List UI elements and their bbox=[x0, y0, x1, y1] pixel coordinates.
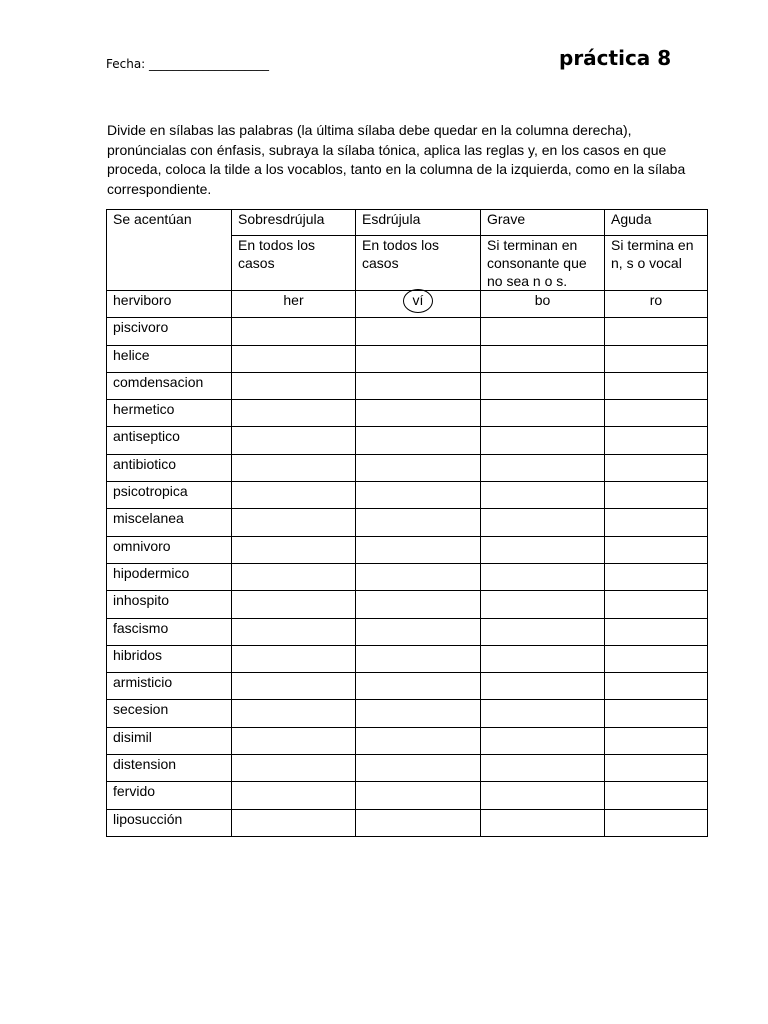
header-cell-se-acentuan: Se acentúan bbox=[107, 210, 232, 291]
blank-cell-esdrujula[interactable] bbox=[356, 536, 481, 563]
blank-cell-aguda[interactable] bbox=[605, 536, 708, 563]
blank-cell-sobresdrujula[interactable] bbox=[232, 591, 356, 618]
blank-cell-aguda[interactable] bbox=[605, 372, 708, 399]
blank-cell-grave[interactable] bbox=[481, 372, 605, 399]
blank-cell-esdrujula[interactable] bbox=[356, 482, 481, 509]
blank-cell-esdrujula[interactable] bbox=[356, 372, 481, 399]
blank-cell-sobresdrujula[interactable] bbox=[232, 618, 356, 645]
word-cell: armisticio bbox=[107, 673, 232, 700]
table-row bbox=[107, 809, 708, 836]
table-row bbox=[107, 700, 708, 727]
word-cell: inhospito bbox=[107, 591, 232, 618]
blank-cell-sobresdrujula[interactable] bbox=[232, 509, 356, 536]
example-syllable-aguda: ro bbox=[605, 291, 708, 318]
blank-cell-grave[interactable] bbox=[481, 809, 605, 836]
blank-cell-sobresdrujula[interactable] bbox=[232, 809, 356, 836]
blank-cell-grave[interactable] bbox=[481, 782, 605, 809]
blank-cell-aguda[interactable] bbox=[605, 563, 708, 590]
header-cell-aguda: Aguda bbox=[605, 210, 708, 236]
blank-cell-esdrujula[interactable] bbox=[356, 400, 481, 427]
header-cell-grave: Grave bbox=[481, 210, 605, 236]
word-cell: antiseptico bbox=[107, 427, 232, 454]
word-cell: hibridos bbox=[107, 645, 232, 672]
date-field-label: Fecha: ____________________ bbox=[106, 57, 270, 71]
blank-cell-aguda[interactable] bbox=[605, 427, 708, 454]
example-syllable-esdrujula bbox=[356, 291, 481, 318]
table-row bbox=[107, 318, 708, 345]
blank-cell-grave[interactable] bbox=[481, 563, 605, 590]
blank-cell-sobresdrujula[interactable] bbox=[232, 563, 356, 590]
blank-cell-aguda[interactable] bbox=[605, 618, 708, 645]
blank-cell-esdrujula[interactable] bbox=[356, 427, 481, 454]
blank-cell-esdrujula[interactable] bbox=[356, 782, 481, 809]
blank-cell-sobresdrujula[interactable] bbox=[232, 427, 356, 454]
rule-cell-aguda: Si termina en n, s o vocal bbox=[605, 236, 708, 291]
word-cell: antibiotico bbox=[107, 454, 232, 481]
table-row bbox=[107, 563, 708, 590]
table-row bbox=[107, 782, 708, 809]
word-cell: omnivoro bbox=[107, 536, 232, 563]
example-syllable-sobresdrujula: her bbox=[232, 291, 356, 318]
blank-cell-aguda[interactable] bbox=[605, 482, 708, 509]
blank-cell-aguda[interactable] bbox=[605, 755, 708, 782]
word-cell: piscivoro bbox=[107, 318, 232, 345]
blank-cell-esdrujula[interactable] bbox=[356, 318, 481, 345]
blank-cell-aguda[interactable] bbox=[605, 400, 708, 427]
word-cell: liposucción bbox=[107, 809, 232, 836]
example-syllable-grave: bo bbox=[481, 291, 605, 318]
blank-cell-grave[interactable] bbox=[481, 345, 605, 372]
table-row bbox=[107, 536, 708, 563]
blank-cell-esdrujula[interactable] bbox=[356, 755, 481, 782]
table-row bbox=[107, 645, 708, 672]
word-cell: psicotropica bbox=[107, 482, 232, 509]
word-cell: distension bbox=[107, 755, 232, 782]
blank-cell-aguda[interactable] bbox=[605, 645, 708, 672]
blank-cell-grave[interactable] bbox=[481, 591, 605, 618]
word-cell: disimil bbox=[107, 727, 232, 754]
blank-cell-esdrujula[interactable] bbox=[356, 345, 481, 372]
blank-cell-grave[interactable] bbox=[481, 700, 605, 727]
blank-cell-esdrujula[interactable] bbox=[356, 645, 481, 672]
header-row bbox=[107, 210, 708, 236]
table-row bbox=[107, 482, 708, 509]
blank-cell-grave[interactable] bbox=[481, 755, 605, 782]
word-cell: secesion bbox=[107, 700, 232, 727]
blank-cell-esdrujula[interactable] bbox=[356, 809, 481, 836]
blank-cell-esdrujula[interactable] bbox=[356, 509, 481, 536]
blank-cell-sobresdrujula[interactable] bbox=[232, 645, 356, 672]
blank-cell-esdrujula[interactable] bbox=[356, 618, 481, 645]
blank-cell-grave[interactable] bbox=[481, 673, 605, 700]
table-row bbox=[107, 727, 708, 754]
word-cell: helice bbox=[107, 345, 232, 372]
header-cell-esdrujula: Esdrújula bbox=[356, 210, 481, 236]
blank-cell-esdrujula[interactable] bbox=[356, 673, 481, 700]
blank-cell-sobresdrujula[interactable] bbox=[232, 400, 356, 427]
rule-cell-grave: Si terminan en consonante que no sea n o s. bbox=[481, 236, 605, 291]
blank-cell-aguda[interactable] bbox=[605, 673, 708, 700]
blank-cell-aguda[interactable] bbox=[605, 318, 708, 345]
blank-cell-sobresdrujula[interactable] bbox=[232, 372, 356, 399]
blank-cell-sobresdrujula[interactable] bbox=[232, 318, 356, 345]
example-syllable-esdrujula-text: ví bbox=[412, 292, 424, 308]
blank-cell-sobresdrujula[interactable] bbox=[232, 454, 356, 481]
header-cell-sobresdrujula: Sobresdrújula bbox=[232, 210, 356, 236]
blank-cell-sobresdrujula[interactable] bbox=[232, 482, 356, 509]
table-row bbox=[107, 372, 708, 399]
table-row bbox=[107, 400, 708, 427]
blank-cell-aguda[interactable] bbox=[605, 809, 708, 836]
blank-cell-sobresdrujula[interactable] bbox=[232, 345, 356, 372]
blank-cell-aguda[interactable] bbox=[605, 727, 708, 754]
instructions-paragraph: Divide en sílabas las palabras (la última sílaba debe quedar en la columna derecha), pronúncialas con énfasis, subraya la sílaba tónica, aplica las reglas y, en los casos en que proceda, coloca la tilde a los vocablos, tanto en la columna de la izquierda, como en la sílaba correspondiente. bbox=[107, 122, 686, 197]
blank-cell-grave[interactable] bbox=[481, 454, 605, 481]
tonic-syllable-circle bbox=[403, 289, 433, 313]
blank-cell-grave[interactable] bbox=[481, 427, 605, 454]
blank-cell-sobresdrujula[interactable] bbox=[232, 755, 356, 782]
table-row bbox=[107, 591, 708, 618]
word-cell: comdensacion bbox=[107, 372, 232, 399]
blank-cell-aguda[interactable] bbox=[605, 782, 708, 809]
blank-cell-aguda[interactable] bbox=[605, 345, 708, 372]
blank-cell-sobresdrujula[interactable] bbox=[232, 782, 356, 809]
table-row bbox=[107, 454, 708, 481]
blank-cell-grave[interactable] bbox=[481, 482, 605, 509]
blank-cell-grave[interactable] bbox=[481, 509, 605, 536]
blank-cell-sobresdrujula[interactable] bbox=[232, 673, 356, 700]
table-row bbox=[107, 427, 708, 454]
rule-cell-sobresdrujula: En todos los casos bbox=[232, 236, 356, 291]
blank-cell-aguda[interactable] bbox=[605, 700, 708, 727]
blank-cell-grave[interactable] bbox=[481, 318, 605, 345]
blank-cell-sobresdrujula[interactable] bbox=[232, 536, 356, 563]
blank-cell-grave[interactable] bbox=[481, 618, 605, 645]
example-row bbox=[107, 291, 708, 318]
word-cell: miscelanea bbox=[107, 509, 232, 536]
blank-cell-sobresdrujula[interactable] bbox=[232, 727, 356, 754]
page-title: práctica 8 bbox=[559, 46, 672, 70]
word-cell: fascismo bbox=[107, 618, 232, 645]
example-word: herviboro bbox=[107, 291, 232, 318]
blank-cell-aguda[interactable] bbox=[605, 454, 708, 481]
blank-cell-sobresdrujula[interactable] bbox=[232, 700, 356, 727]
table-row bbox=[107, 673, 708, 700]
blank-cell-aguda[interactable] bbox=[605, 591, 708, 618]
word-cell: hermetico bbox=[107, 400, 232, 427]
blank-cell-grave[interactable] bbox=[481, 645, 605, 672]
blank-cell-esdrujula[interactable] bbox=[356, 727, 481, 754]
blank-cell-esdrujula[interactable] bbox=[356, 700, 481, 727]
table-row bbox=[107, 509, 708, 536]
blank-cell-grave[interactable] bbox=[481, 727, 605, 754]
blank-cell-esdrujula[interactable] bbox=[356, 563, 481, 590]
word-cell: hipodermico bbox=[107, 563, 232, 590]
blank-cell-esdrujula[interactable] bbox=[356, 454, 481, 481]
blank-cell-grave[interactable] bbox=[481, 536, 605, 563]
word-cell: fervido bbox=[107, 782, 232, 809]
table-row bbox=[107, 345, 708, 372]
blank-cell-grave[interactable] bbox=[481, 400, 605, 427]
rule-cell-esdrujula: En todos los casos bbox=[356, 236, 481, 291]
table-row bbox=[107, 618, 708, 645]
blank-cell-aguda[interactable] bbox=[605, 509, 708, 536]
table-row bbox=[107, 755, 708, 782]
syllable-table bbox=[106, 209, 708, 837]
blank-cell-esdrujula[interactable] bbox=[356, 591, 481, 618]
